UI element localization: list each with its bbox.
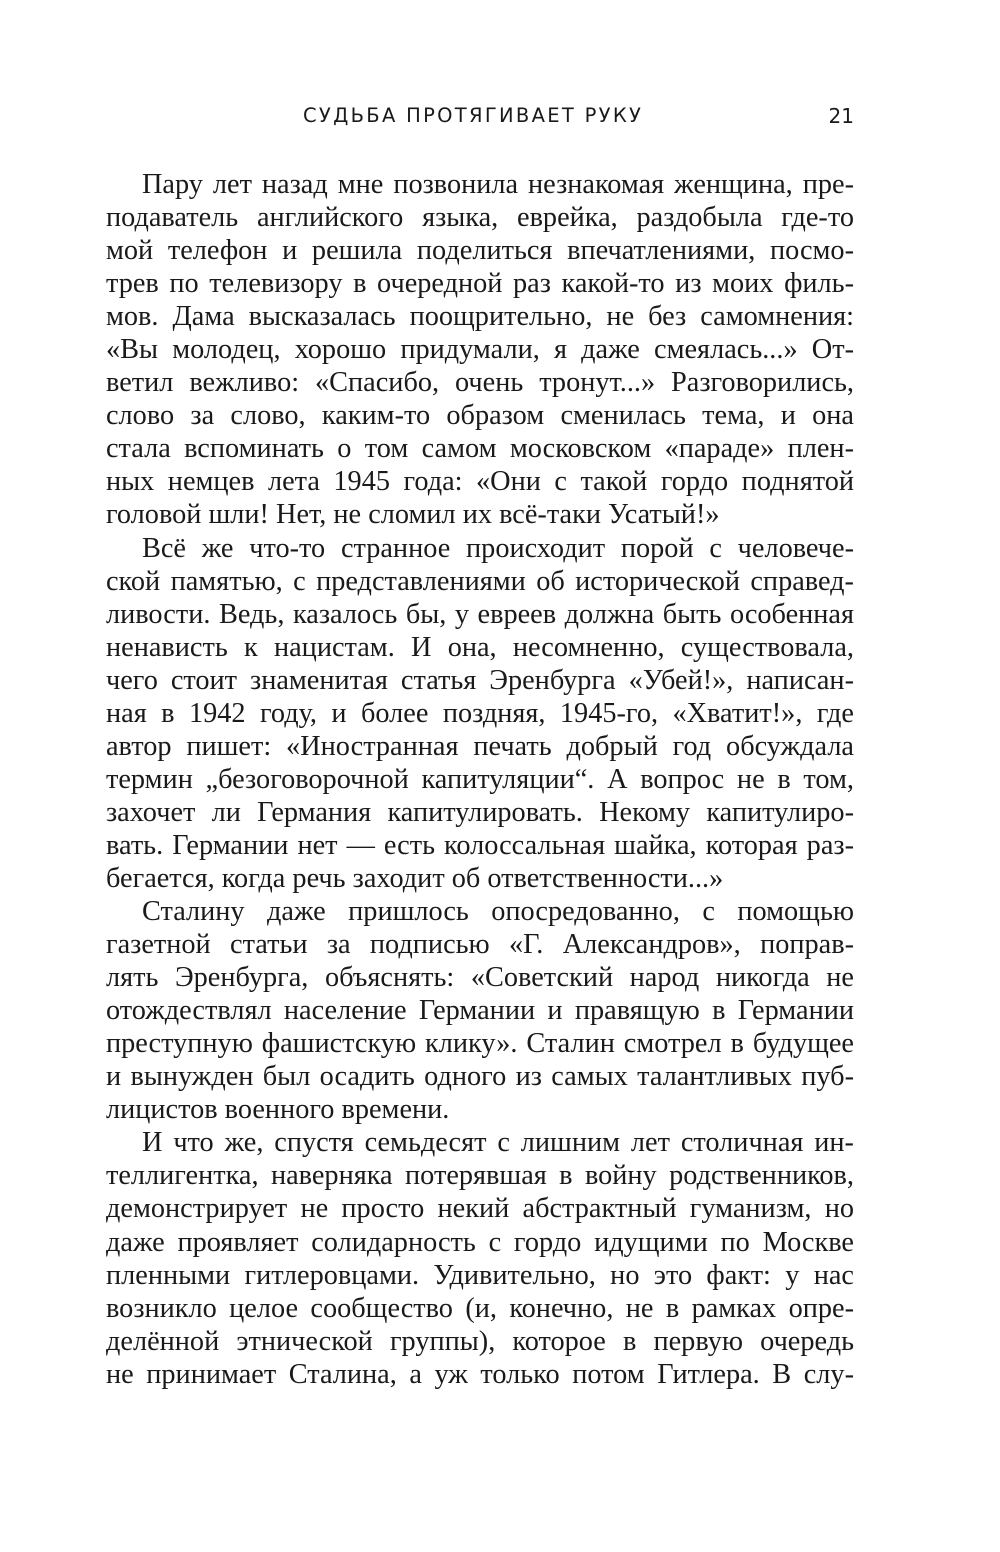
text-line: возникло целое сообщество (и, конечно, не в рамках опре- — [106, 1292, 854, 1324]
text-line: автор пишет: «Иностранная печать добрый год обсуждала — [106, 730, 854, 762]
text-line: головой шли! Нет, не сломил их всё-таки Усатый!» — [106, 499, 720, 531]
text-line: захочет ли Германия капитулировать. Некому капитулиро- — [106, 796, 854, 828]
paragraph — [106, 1126, 854, 1390]
text-line: Всё же что-то странное происходит порой с человече- — [142, 532, 854, 564]
text-line: чего стоит знаменитая статья Эренбурга «Убей!», написан- — [106, 664, 854, 696]
text-line: ных немцев лета 1945 года: «Они с такой гордо поднятой — [106, 466, 854, 498]
paragraph — [106, 532, 854, 896]
text-line: бегается, когда речь заходит об ответственности...» — [106, 862, 724, 894]
text-line: теллигентка, наверняка потерявшая в войну родственников, — [106, 1160, 854, 1192]
running-head: СУДЬБА ПРОТЯГИВАЕТ РУКУ — [303, 104, 644, 127]
text-line: не принимает Сталина, а уж только потом Гитлера. В слу- — [106, 1358, 854, 1390]
text-line: Пару лет назад мне позвонила незнакомая женщина, пре- — [142, 169, 854, 200]
text-line: и вынужден был осадить одного из самых талантливых пуб- — [106, 1061, 854, 1093]
text-line: слово за слово, каким-то образом сменилась тема, и она — [106, 400, 854, 432]
text-line: мов. Дама высказалась поощрительно, не без самомнения: — [106, 301, 854, 333]
text-line: ненависть к нацистам. И она, несомненно, существовала, — [106, 631, 854, 663]
text-line: ской памятью, с представлениями об исторической справед- — [106, 565, 854, 597]
text-line: стала вспоминать о том самом московском «параде» плен- — [106, 433, 854, 465]
text-line: вать. Германии нет — есть колоссальная шайка, которая раз- — [106, 829, 854, 861]
text-line: ливости. Ведь, казалось бы, у евреев должна быть особенная — [106, 598, 854, 630]
text-line: демонстрирует не просто некий абстрактный гуманизм, но — [106, 1193, 854, 1225]
text-line: газетной статьи за подписью «Г. Александров», поправ- — [106, 929, 854, 961]
body-text — [106, 168, 854, 1391]
text-line: ветил вежливо: «Спасибо, очень тронут...» Разговорились, — [106, 367, 854, 399]
text-line: отождествлял население Германии и правящую в Германии — [106, 995, 854, 1027]
text-line: пленными гитлеровцами. Удивительно, но это факт: у нас — [106, 1259, 854, 1291]
text-line: ная в 1942 году, и более поздняя, 1945-го, «Хватит!», где — [106, 697, 854, 729]
text-line: лицистов военного времени. — [106, 1094, 450, 1126]
text-line: мой телефон и решила поделиться впечатлениями, посмо- — [106, 235, 854, 267]
paragraph — [106, 168, 854, 532]
page-number: 21 — [828, 104, 854, 128]
text-line: лять Эренбурга, объяснять: «Советский народ никогда не — [106, 962, 854, 994]
text-line: Сталину даже пришлось опосредованно, с помощью — [142, 896, 854, 928]
text-line: И что же, спустя семьдесят с лишним лет столичная ин- — [142, 1127, 854, 1159]
text-line: даже проявляет солидарность с гордо идущими по Москве — [106, 1226, 854, 1258]
text-line: преступную фашистскую клику». Сталин смотрел в будущее — [106, 1028, 854, 1060]
text-line: трев по телевизору в очередной раз какой-то из моих филь- — [106, 268, 854, 300]
text-line: «Вы молодец, хорошо придумали, я даже смеялась...» От- — [106, 334, 854, 366]
text-line: подаватель английского языка, еврейка, раздобыла где-то — [106, 202, 854, 234]
text-line: делённой этнической группы), которое в первую очередь — [106, 1325, 854, 1357]
text-line: термин „безоговорочной капитуляции“. А вопрос не в том, — [106, 763, 854, 795]
paragraph — [106, 895, 854, 1126]
